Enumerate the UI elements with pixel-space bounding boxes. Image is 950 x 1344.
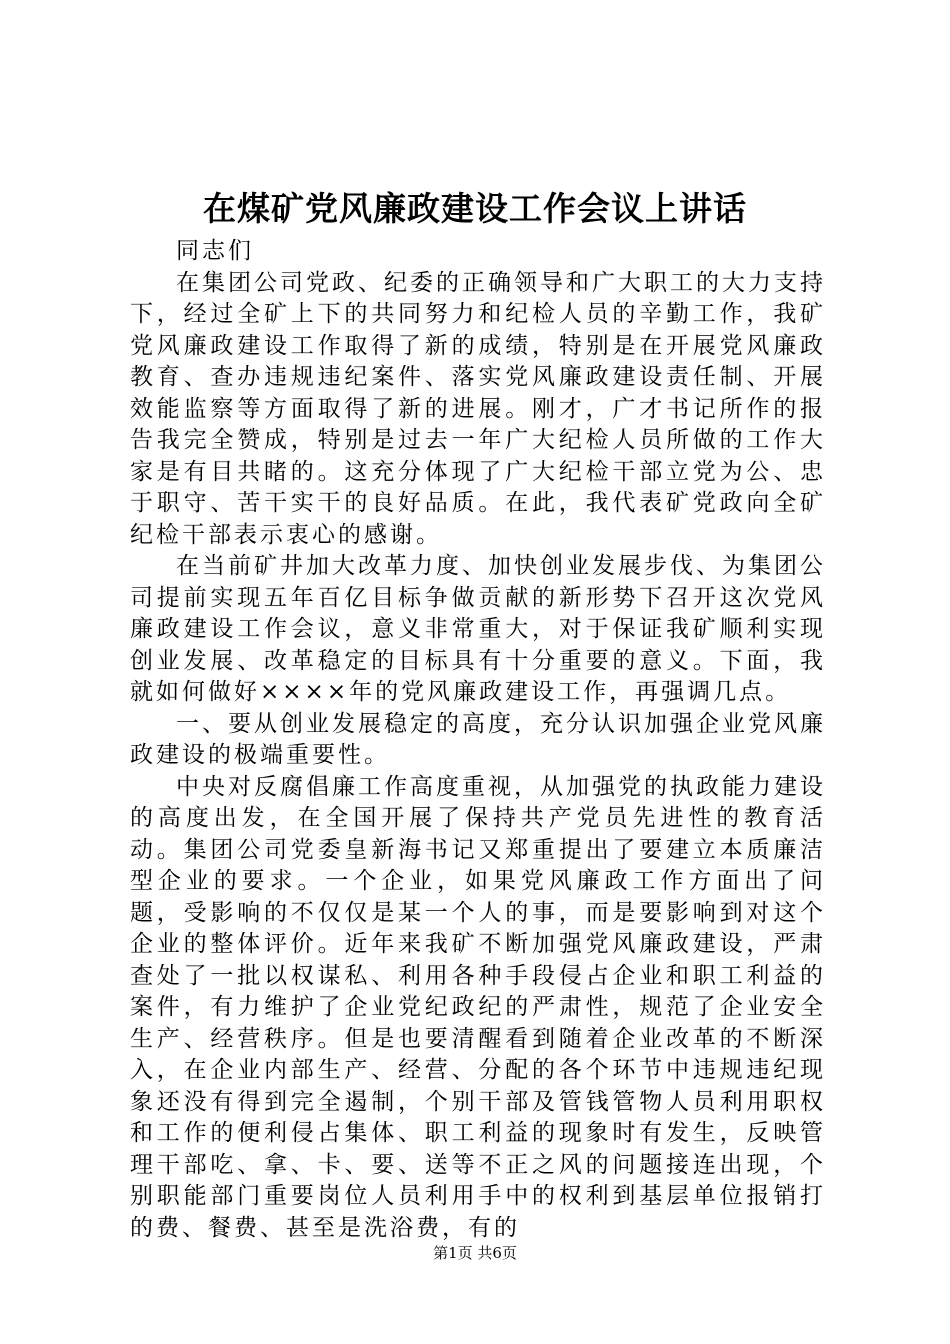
document-body bbox=[130, 236, 826, 1244]
body-paragraph: 中央对反腐倡廉工作高度重视，从加强党的执政能力建设的高度出发，在全国开展了保持共产党员先进性的教育活动。集团公司党委皇新海书记又郑重提出了要建立本质廉洁型企业的要求。一个企业，如果党风廉政工作方面出了问题，受影响的不仅仅是某一个人的事，而是要影响到对这个企业的整体评价。近年来我矿不断加强党风廉政建设，严肃查处了一批以权谋私、利用各种手段侵占企业和职工利益的案件，有力维护了企业党纪政纪的严肃性，规范了企业安全生产、经营秩序。但是也要清醒看到随着企业改革的不断深入，在企业内部生产、经营、分配的各个环节中违规违纪现象还没有得到完全遏制，个别干部及管钱管物人员利用职权和工作的便利侵占集体、职工利益的现象时有发生，反映管理干部吃、拿、卡、要、送等不正之风的问题接连出现，个别职能部门重要岗位人员利用手中的权利到基层单位报销打的费、餐费、甚至是洗浴费，有的 bbox=[130, 773, 826, 1241]
document-title: 在煤矿党风廉政建设工作会议上讲话 bbox=[203, 189, 747, 228]
body-paragraph: 在当前矿井加大改革力度、加快创业发展步伐、为集团公司提前实现五年百亿目标争做贡献的新形势下召开这次党风廉政建设工作会议，意义非常重大，对于保证我矿顺利实现创业发展、改革稳定的目标具有十分重要的意义。下面，我就如何做好××××年的党风廉政建设工作，再强调几点。 bbox=[130, 553, 826, 705]
salutation-paragraph: 同志们 bbox=[176, 238, 254, 264]
body-paragraph: 在集团公司党政、纪委的正确领导和广大职工的大力支持下，经过全矿上下的共同努力和纪检人员的辛勤工作，我矿党风廉政建设工作取得了新的成绩，特别是在开展党风廉政教育、查办违规违纪案件、落实党风廉政建设责任制、开展效能监察等方面取得了新的进展。刚才，广才书记所作的报告我完全赞成，特别是过去一年广大纪检人员所做的工作大家是有目共睹的。这充分体现了广大纪检干部立党为公、忠于职守、苦干实干的良好品质。在此，我代表矿党政向全矿纪检干部表示衷心的感谢。 bbox=[130, 269, 826, 548]
page-number-footer: 第1页 共6页 bbox=[433, 1244, 517, 1262]
section-heading-paragraph: 一、要从创业发展稳定的高度，充分认识加强企业党风廉政建设的极端重要性。 bbox=[130, 710, 826, 768]
